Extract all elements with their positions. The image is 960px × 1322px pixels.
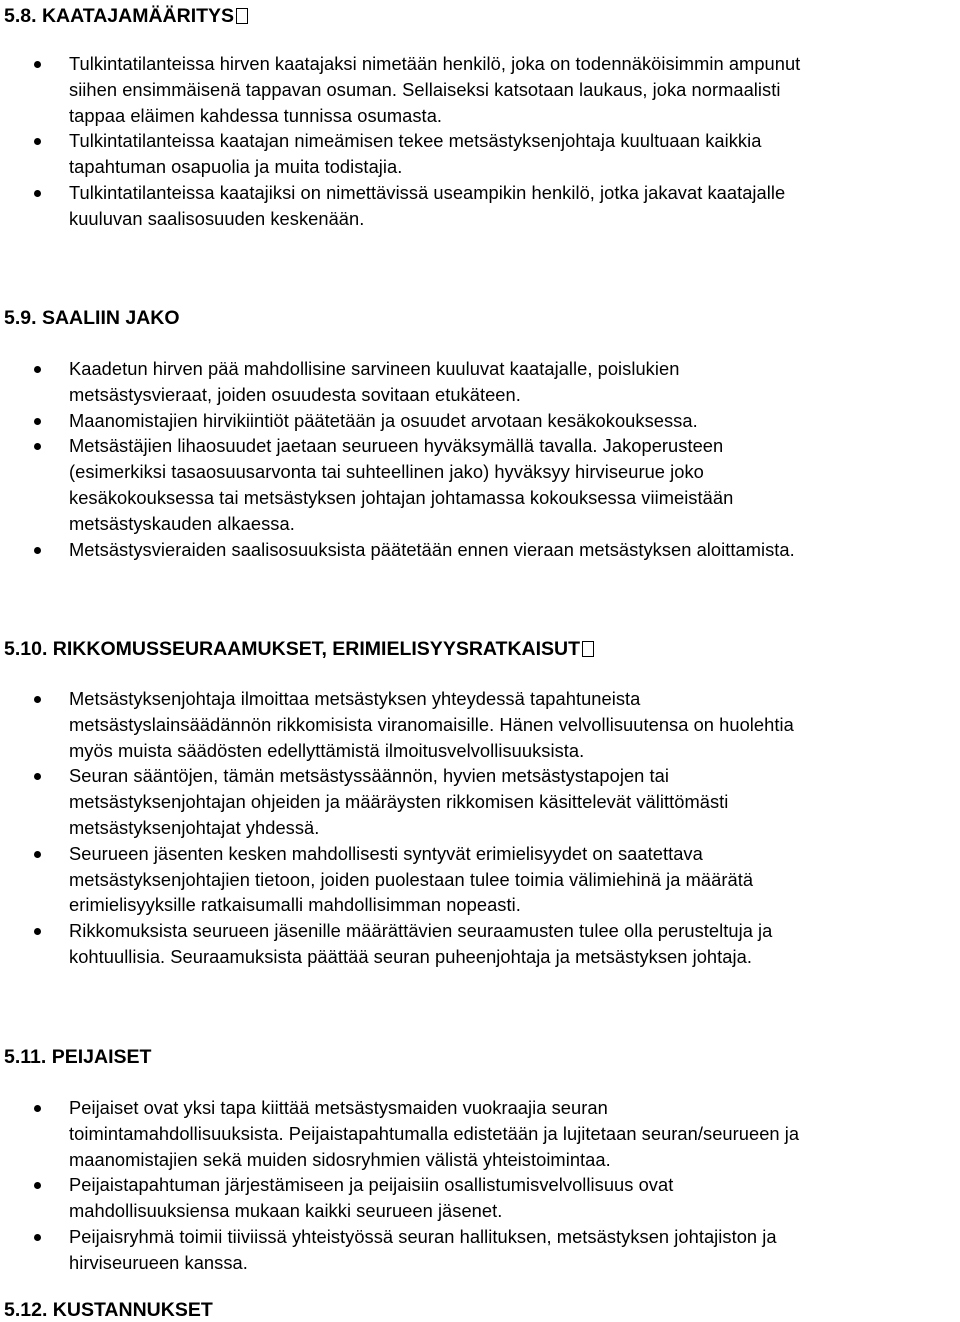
- section-list-5-8: [0, 51, 960, 232]
- list-item-line: metsästyksenjohtajan ohjeiden ja määräysten rikkomisen käsittelevät välittömästi: [69, 791, 729, 813]
- bullet-icon: [34, 1105, 41, 1112]
- list-item-line: Rikkomuksista seurueen jäsenille määrättävien seuraamusten tulee olla perusteltuja ja: [69, 920, 773, 942]
- list-item: [0, 128, 960, 180]
- list-item-line: tapahtuman osapuolia ja muita todistajia.: [69, 156, 403, 178]
- list-item-line: Seuran sääntöjen, tämän metsästyssäännön, hyvien metsästystapojen tai: [69, 765, 669, 787]
- section-heading-5-9: [4, 306, 180, 330]
- missing-glyph-icon: [236, 8, 248, 24]
- list-item-line: Tulkintatilanteissa kaatajiksi on nimettävissä useampikin henkilö, jotka jakavat kaatajalle: [69, 181, 786, 203]
- list-item-line: siihen ensimmäisenä tappavan osuman. Sellaiseksi katsotaan laukaus, joka normaalisti: [69, 78, 781, 100]
- list-item-line: Kaadetun hirven pää mahdollisine sarvineen kuuluvat kaatajalle, poislukien: [69, 358, 680, 379]
- list-item: [0, 763, 960, 840]
- section-list-5-9: [0, 356, 960, 562]
- list-item-line: metsästyksenjohtajien tietoon, joiden puolestaan tulee toimia välimiehinä ja määrätä: [69, 868, 754, 890]
- list-item-line: Peijaisryhmä toimii tiiviissä yhteistyössä seuran hallituksen, metsästyksen johtajiston ja: [69, 1225, 777, 1247]
- section-heading-5-12: [4, 1298, 213, 1322]
- bullet-icon: [34, 773, 41, 780]
- list-item-line: Seurueen jäsenten kesken mahdollisesti syntyvät erimielisyydet on saatettava: [69, 842, 703, 864]
- list-item-line: Peijaistapahtuman järjestämiseen ja peijaisiin osallistumisvelvollisuus ovat: [69, 1174, 674, 1196]
- heading-text: 5.12. KUSTANNUKSET: [4, 1299, 213, 1321]
- list-item: [0, 433, 960, 536]
- list-item-line: Maanomistajien hirvikiintiöt päätetään ja osuudet arvotaan kesäkokouksessa.: [69, 409, 698, 431]
- list-item: [0, 356, 960, 408]
- list-item-line: kesäkokouksessa tai metsästyksen johtajan johtamassa kokouksessa viimeistään: [69, 486, 734, 508]
- list-item-line: tappaa eläimen kahdessa tunnissa osumasta.: [69, 104, 443, 126]
- heading-text: 5.11. PEIJAISET: [4, 1046, 152, 1068]
- list-item: [0, 1172, 960, 1224]
- bullet-icon: [34, 851, 41, 858]
- list-item-line: metsästysvieraat, joiden osuudesta sovitaan etukäteen.: [69, 383, 521, 405]
- section-heading-5-11: [4, 1045, 151, 1069]
- list-item-line: metsästyksenjohtajat yhdessä.: [69, 816, 320, 838]
- bullet-icon: [34, 443, 41, 450]
- list-item: [0, 841, 960, 918]
- list-item: [0, 537, 960, 563]
- list-item: [0, 180, 960, 232]
- bullet-icon: [34, 366, 41, 373]
- list-item-line: maanomistajien sekä muiden sidosryhmien välistä yhteistoimintaa.: [69, 1148, 611, 1170]
- missing-glyph-icon: [582, 641, 594, 657]
- list-item-line: Peijaiset ovat yksi tapa kiittää metsästysmaiden vuokraajia seuran: [69, 1097, 608, 1118]
- bullet-icon: [34, 1182, 41, 1189]
- bullet-icon: [34, 547, 41, 554]
- list-item-line: kuuluvan saalisosuuden keskenään.: [69, 207, 365, 229]
- list-item: [0, 686, 960, 763]
- bullet-icon: [34, 190, 41, 197]
- list-item-line: kohtuullisia. Seuraamuksista päättää seuran puheenjohtaja ja metsästyksen johtaja.: [69, 945, 752, 967]
- bullet-icon: [34, 61, 41, 68]
- list-item: [0, 918, 960, 970]
- heading-text: 5.9. SAALIIN JAKO: [4, 307, 180, 329]
- heading-text: 5.10. RIKKOMUSSEURAAMUKSET, ERIMIELISYYSRATKAISUT: [4, 638, 581, 660]
- list-item: [0, 408, 960, 434]
- section-heading-5-8: [4, 4, 248, 28]
- list-item-line: erimielisyyksille ratkaisumalli mahdollisimman nopeasti.: [69, 894, 521, 916]
- list-item-line: Tulkintatilanteissa hirven kaatajaksi nimetään henkilö, joka on todennäköisimmin ampunut: [69, 53, 801, 74]
- list-item-line: toimintamahdollisuuksista. Peijaistapahtumalla edistetään ja lujitetaan seuran/seurueen ja: [69, 1122, 800, 1144]
- list-item-line: metsästyskauden alkaessa.: [69, 512, 295, 534]
- list-item-line: Metsästäjien lihaosuudet jaetaan seurueen hyväksymällä tavalla. Jakoperusteen: [69, 435, 724, 457]
- list-item-line: Metsästysvieraiden saalisosuuksista päätetään ennen vieraan metsästyksen aloittamista.: [69, 538, 795, 560]
- bullet-icon: [34, 138, 41, 145]
- heading-text: 5.8. KAATAJAMÄÄRITYS: [4, 5, 235, 27]
- list-item-line: mahdollisuuksiensa mukaan kaikki seurueen jäsenet.: [69, 1200, 503, 1222]
- list-item-line: hirviseurueen kanssa.: [69, 1251, 248, 1273]
- list-item: [0, 51, 960, 128]
- section-list-5-11: [0, 1095, 960, 1276]
- list-item-line: myös muista säädösten edellyttämistä ilmoitusvelvollisuuksista.: [69, 739, 585, 761]
- list-item-line: metsästyslainsäädännön rikkomisista viranomaisille. Hänen velvollisuutensa on huolehtia: [69, 713, 794, 735]
- list-item-line: Metsästyksenjohtaja ilmoittaa metsästyksen yhteydessä tapahtuneista: [69, 688, 641, 709]
- section-heading-5-10: [4, 637, 594, 661]
- bullet-icon: [34, 928, 41, 935]
- section-list-5-10: [0, 686, 960, 970]
- list-item: [0, 1224, 960, 1276]
- bullet-icon: [34, 418, 41, 425]
- list-item-line: Tulkintatilanteissa kaatajan nimeämisen tekee metsästyksenjohtaja kuultuaan kaikkia: [69, 130, 762, 152]
- bullet-icon: [34, 1234, 41, 1241]
- list-item: [0, 1095, 960, 1172]
- list-item-line: (esimerkiksi tasaosuusarvonta tai suhteellinen jako) hyväksyy hirviseurue joko: [69, 461, 704, 483]
- bullet-icon: [34, 696, 41, 703]
